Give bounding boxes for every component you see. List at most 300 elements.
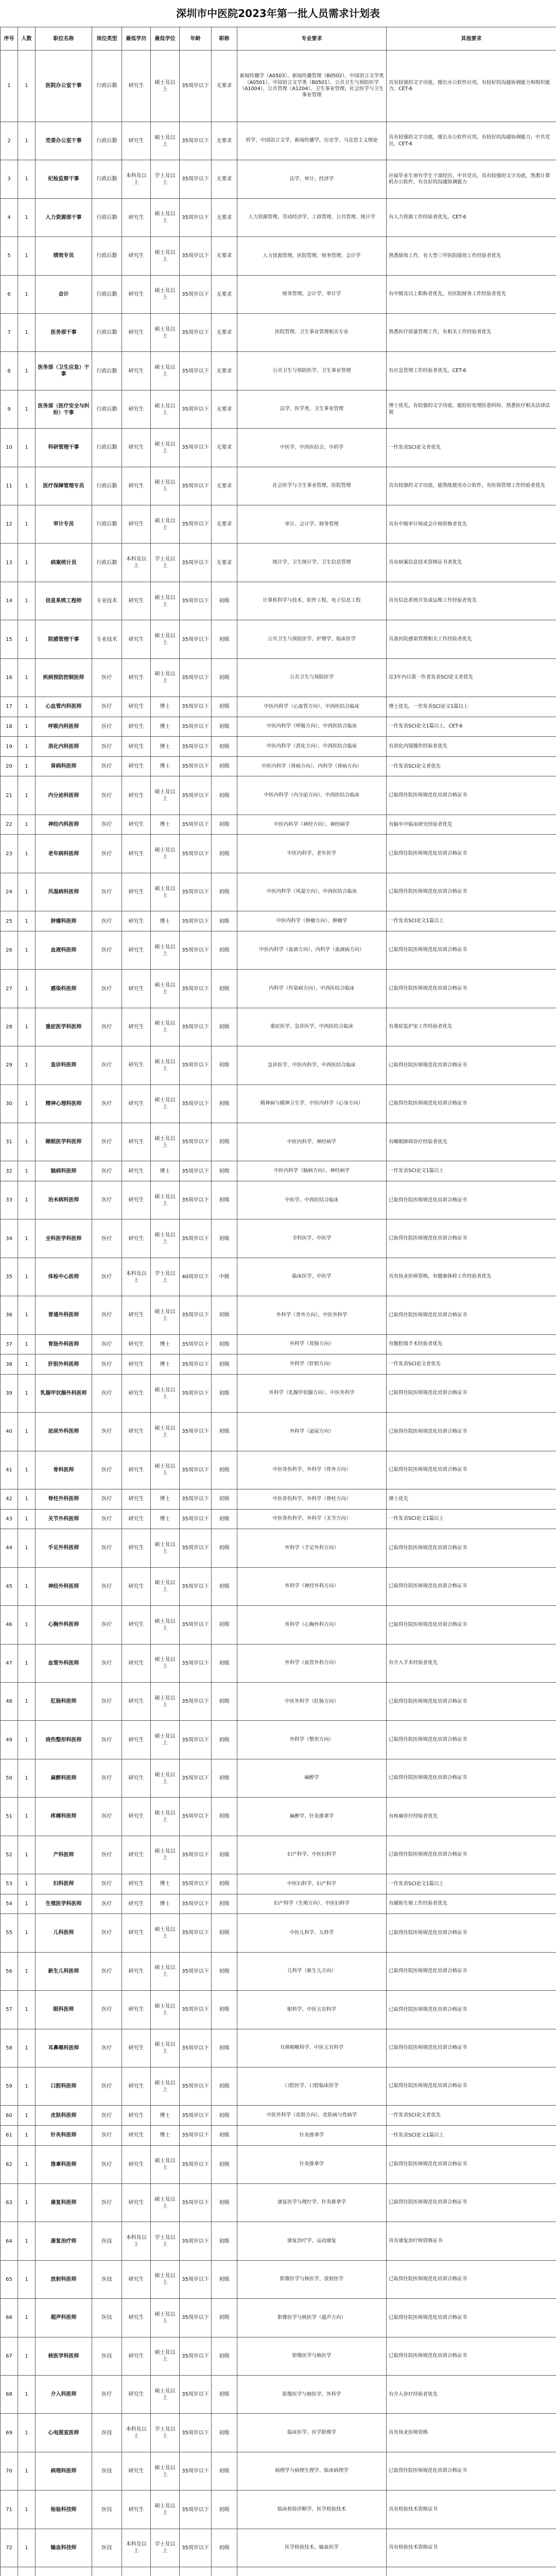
cell-position: 治未病科医师	[36, 1181, 92, 1219]
cell-major: 中医儿科学、儿科学	[237, 1914, 387, 1952]
cell-age: 35周岁以下	[180, 2125, 212, 2145]
table-row	[1, 2567, 556, 2576]
cell-position: 全科医学科医师	[36, 1219, 92, 1258]
cell-title-level: 初级	[212, 1529, 237, 1567]
cell-index: 30	[1, 1084, 18, 1123]
cell-count: 1	[18, 544, 36, 582]
cell-age: 35周岁以下	[180, 1894, 212, 1914]
cell-other: 有介入诊疗经验者优先	[387, 2376, 556, 2414]
cell-index: 41	[1, 1451, 18, 1489]
cell-type: 医疗	[92, 1258, 122, 1296]
cell-type: 专业技术	[92, 620, 122, 658]
cell-other: 已取得住院医师规范化培训合格证书	[387, 2029, 556, 2067]
table-row	[1, 1046, 556, 1084]
cell-major: 外科学（肝胆方向）	[237, 1354, 387, 1375]
cell-index: 21	[1, 776, 18, 815]
cell-degree: 硕士及以上	[151, 1451, 180, 1489]
cell-degree: 硕士及以上	[151, 873, 180, 911]
cell-index: 24	[1, 873, 18, 911]
cell-age: 35周岁以下	[180, 2376, 212, 2414]
cell-major: 计算机科学与技术、软件工程、电子信息工程	[237, 582, 387, 620]
cell-index: 28	[1, 1008, 18, 1046]
cell-degree: 硕士及以上	[151, 776, 180, 815]
cell-age: 35周岁以下	[180, 1181, 212, 1219]
cell-title-level: 无要求	[212, 467, 237, 505]
cell-count: 1	[18, 198, 36, 236]
cell-count: 1	[18, 2529, 36, 2567]
cell-other: 已取得住院医师规范化培训合格证书	[387, 1181, 556, 1219]
cell-title-level: 初级	[212, 620, 237, 658]
cell-index: 46	[1, 1606, 18, 1644]
cell-major: 急诊医学、中医内科学、中西医结合临床	[237, 1046, 387, 1084]
cell-title-level: 初级	[212, 1334, 237, 1354]
cell-education: 研究生	[122, 873, 151, 911]
table-row	[1, 1721, 556, 1759]
table-row	[1, 2490, 556, 2529]
cell-type: 行政后勤	[92, 429, 122, 467]
cell-title-level: 初级	[212, 1759, 237, 1797]
cell-other: 已取得住院医师规范化培训合格证书	[387, 2145, 556, 2183]
cell-type: 医技	[92, 2490, 122, 2529]
cell-index: 22	[1, 815, 18, 835]
cell-education: 研究生	[122, 2490, 151, 2529]
cell-position: 眼科医师	[36, 1991, 92, 2029]
col-header-education: 最低学历	[122, 27, 151, 50]
cell-index: 51	[1, 1798, 18, 1836]
cell-type: 行政后勤	[92, 467, 122, 505]
cell-age: 35周岁以下	[180, 658, 212, 697]
cell-position: 病案统计员	[36, 544, 92, 582]
cell-age: 35周岁以下	[180, 2145, 212, 2183]
cell-count: 1	[18, 1296, 36, 1334]
cell-index: 43	[1, 1509, 18, 1529]
cell-degree: 硕士及以上	[151, 1008, 180, 1046]
cell-title-level: 初级	[212, 2376, 237, 2414]
cell-title-level: 初级	[212, 1123, 237, 1161]
cell-education	[122, 2567, 151, 2576]
cell-position: 新生儿科医师	[36, 1952, 92, 1990]
cell-degree: 硕士及以上	[151, 1991, 180, 2029]
cell-degree: 博士	[151, 815, 180, 835]
table-row	[1, 1374, 556, 1412]
cell-age: 35周岁以下	[180, 1606, 212, 1644]
cell-education: 研究生	[122, 1334, 151, 1354]
cell-count: 1	[18, 911, 36, 931]
cell-education: 研究生	[122, 1914, 151, 1952]
table-row	[1, 1759, 556, 1797]
cell-count: 1	[18, 2337, 36, 2375]
cell-degree: 学士及以上	[151, 2529, 180, 2567]
cell-other: 具备医院感染管理相关工作经验者优先	[387, 620, 556, 658]
cell-major: 中医内科学、老年医学	[237, 835, 387, 873]
cell-education: 研究生	[122, 2337, 151, 2375]
cell-title-level: 无要求	[212, 198, 237, 236]
cell-title-level: 无要求	[212, 505, 237, 544]
cell-count: 1	[18, 1334, 36, 1354]
cell-position: 呼吸内科医师	[36, 717, 92, 737]
table-row	[1, 1644, 556, 1682]
cell-type: 医技	[92, 2222, 122, 2260]
cell-age: 35周岁以下	[180, 2452, 212, 2490]
cell-education: 研究生	[122, 737, 151, 757]
cell-position: 神经内科医师	[36, 815, 92, 835]
cell-major: 财务管理、会计学、审计学	[237, 275, 387, 313]
cell-position: 疾病预防控制医师	[36, 658, 92, 697]
cell-degree: 博士	[151, 1354, 180, 1375]
table-row	[1, 1219, 556, 1258]
cell-major: 眼科学、中医五官科学	[237, 1991, 387, 2029]
cell-education: 研究生	[122, 1759, 151, 1797]
cell-title-level: 初级	[212, 658, 237, 697]
cell-type: 医疗	[92, 1759, 122, 1797]
cell-title-level: 初级	[212, 835, 237, 873]
cell-major: 外科学（乳腺甲状腺方向）、中医外科学	[237, 1374, 387, 1412]
cell-major: 外科学（血管外科方向）	[237, 1644, 387, 1682]
cell-other	[387, 2567, 556, 2576]
cell-education: 本科及以上	[122, 1258, 151, 1296]
cell-count: 1	[18, 1509, 36, 1529]
cell-degree: 硕士及以上	[151, 50, 180, 122]
cell-position: 睡眠医学科医师	[36, 1123, 92, 1161]
cell-education: 研究生	[122, 275, 151, 313]
cell-education: 研究生	[122, 198, 151, 236]
cell-position: 医院办公室干事	[36, 50, 92, 122]
cell-degree: 学士及以上	[151, 2414, 180, 2452]
cell-position	[36, 2567, 92, 2576]
cell-index: 40	[1, 1413, 18, 1451]
cell-position: 核医学科医师	[36, 2337, 92, 2375]
cell-age: 35周岁以下	[180, 1354, 212, 1375]
cell-position: 针灸科医师	[36, 2125, 92, 2145]
cell-index: 67	[1, 2337, 18, 2375]
cell-degree: 硕士及以上	[151, 1682, 180, 1720]
cell-education: 研究生	[122, 1644, 151, 1682]
cell-count: 1	[18, 1914, 36, 1952]
col-header-type: 岗位类型	[92, 27, 122, 50]
cell-type: 医疗	[92, 1413, 122, 1451]
cell-degree: 硕士及以上	[151, 2376, 180, 2414]
cell-major: 中医内科学（内分泌方向）、中西医结合临床	[237, 776, 387, 815]
cell-type: 行政后勤	[92, 198, 122, 236]
cell-index: 16	[1, 658, 18, 697]
cell-education: 研究生	[122, 2452, 151, 2490]
cell-major: 临床医学、医学影像学	[237, 2414, 387, 2452]
cell-age: 35周岁以下	[180, 873, 212, 911]
cell-education: 研究生	[122, 1567, 151, 1605]
cell-index: 11	[1, 467, 18, 505]
cell-degree: 硕士及以上	[151, 970, 180, 1008]
cell-major: 中医学、中西医结合、中药学	[237, 429, 387, 467]
cell-age: 35周岁以下	[180, 160, 212, 198]
cell-degree: 硕士及以上	[151, 2067, 180, 2105]
cell-age: 35周岁以下	[180, 1759, 212, 1797]
cell-count: 1	[18, 582, 36, 620]
cell-count: 1	[18, 429, 36, 467]
table-row	[1, 160, 556, 198]
cell-type: 医疗	[92, 1894, 122, 1914]
cell-position: 耳鼻喉科医师	[36, 2029, 92, 2067]
table-row	[1, 1296, 556, 1334]
cell-age: 35周岁以下	[180, 2337, 212, 2375]
table-row	[1, 467, 556, 505]
cell-title-level: 无要求	[212, 275, 237, 313]
cell-other: 已取得住院医师规范化培训合格证书	[387, 835, 556, 873]
cell-degree: 硕士及以上	[151, 390, 180, 428]
cell-major: 外科学（胃肠方向）	[237, 1334, 387, 1354]
table-row	[1, 658, 556, 697]
cell-other: 已取得住院医师规范化培训合格证书	[387, 1084, 556, 1123]
cell-index: 57	[1, 1991, 18, 2029]
cell-other: 熟悉医疗质量管理工作，有相关工作经验者优先	[387, 313, 556, 351]
cell-index: 54	[1, 1894, 18, 1914]
cell-other: 已取得住院医师规范化培训合格证书	[387, 1296, 556, 1334]
cell-major: 中医骨伤科学、外科学（关节方向）	[237, 1509, 387, 1529]
cell-major: 中医外科学（肛肠方向）	[237, 1682, 387, 1720]
cell-other: 已取得住院医师规范化培训合格证书	[387, 873, 556, 911]
cell-major: 针灸推拿学	[237, 2145, 387, 2183]
cell-type: 医疗	[92, 1084, 122, 1123]
cell-major: 人力资源管理、劳动经济学、工商管理、公共管理、统计学	[237, 198, 387, 236]
cell-type: 医疗	[92, 1451, 122, 1489]
cell-index: 47	[1, 1644, 18, 1682]
cell-age: 35周岁以下	[180, 275, 212, 313]
cell-count: 1	[18, 658, 36, 697]
cell-position: 心胸外科医师	[36, 1606, 92, 1644]
table-row	[1, 1451, 556, 1489]
cell-degree: 博士	[151, 1161, 180, 1181]
cell-title-level: 初级	[212, 1413, 237, 1451]
cell-type: 医疗	[92, 1874, 122, 1894]
cell-major: 公共卫生与预防医学	[237, 658, 387, 697]
cell-other: 一作发表SCI论文者优先	[387, 756, 556, 776]
cell-index	[1, 2567, 18, 2576]
cell-count: 1	[18, 1489, 36, 1510]
cell-other: 有睡眠障碍诊疗经验者优先	[387, 1123, 556, 1161]
cell-degree: 硕士及以上	[151, 2452, 180, 2490]
cell-major: 妇产科学、中医妇科学	[237, 1836, 387, 1874]
cell-index: 8	[1, 352, 18, 390]
cell-position: 皮肤科医师	[36, 2106, 92, 2126]
cell-degree: 硕士及以上	[151, 1567, 180, 1605]
cell-type: 医疗	[92, 1374, 122, 1412]
cell-major: 影像医学与核医学、放射医学	[237, 2260, 387, 2298]
cell-other: 一作发表SCI论文1篇以上，CET-6	[387, 717, 556, 737]
cell-position: 绩效专员	[36, 237, 92, 275]
cell-degree: 硕士及以上	[151, 1123, 180, 1161]
cell-position: 康复科医师	[36, 2183, 92, 2222]
cell-major: 病理学与病理生理学、临床病理学	[237, 2452, 387, 2490]
table-row	[1, 505, 556, 544]
cell-degree: 硕士及以上	[151, 1914, 180, 1952]
cell-education: 研究生	[122, 122, 151, 160]
cell-age: 35周岁以下	[180, 2106, 212, 2126]
cell-position: 血管外科医师	[36, 1644, 92, 1682]
cell-title-level: 初级	[212, 1914, 237, 1952]
cell-count: 1	[18, 1354, 36, 1375]
cell-major: 中医内科学、神经病学	[237, 1123, 387, 1161]
cell-degree: 硕士及以上	[151, 1836, 180, 1874]
cell-education: 研究生	[122, 815, 151, 835]
table-row	[1, 582, 556, 620]
cell-type	[92, 2567, 122, 2576]
cell-other: 有人力资源工作经验者优先，CET-6	[387, 198, 556, 236]
cell-other: 具有较强的文字功底，擅长办公软件应用，有较好的沟通协调能力和组织能力，CET-6	[387, 50, 556, 122]
cell-other: 已取得住院医师规范化培训合格证书	[387, 931, 556, 969]
cell-other: 一作发表SCI论文1篇以上	[387, 1161, 556, 1181]
cell-title-level: 初级	[212, 776, 237, 815]
cell-other: 熟悉绩效工作，有大型三甲医院绩效工作经验者优先	[387, 237, 556, 275]
cell-age: 35周岁以下	[180, 776, 212, 815]
cell-title-level: 初级	[212, 1721, 237, 1759]
cell-type: 医疗	[92, 873, 122, 911]
table-row	[1, 1161, 556, 1181]
table-row	[1, 1952, 556, 1990]
cell-index: 36	[1, 1296, 18, 1334]
cell-education: 研究生	[122, 582, 151, 620]
cell-education: 研究生	[122, 1046, 151, 1084]
cell-major: 中医外科学（皮肤方向）、皮肤病与性病学	[237, 2106, 387, 2126]
cell-count: 1	[18, 1606, 36, 1644]
cell-position: 放射科医师	[36, 2260, 92, 2298]
cell-position: 重症医学科医师	[36, 1008, 92, 1046]
table-row	[1, 2452, 556, 2490]
cell-position: 口腔科医师	[36, 2067, 92, 2105]
cell-position: 心电图室医师	[36, 2414, 92, 2452]
cell-title-level: 无要求	[212, 50, 237, 122]
cell-count: 1	[18, 1759, 36, 1797]
table-row	[1, 2145, 556, 2183]
cell-title-level: 初级	[212, 1991, 237, 2029]
cell-education: 研究生	[122, 2145, 151, 2183]
cell-index: 49	[1, 1721, 18, 1759]
cell-index: 32	[1, 1161, 18, 1181]
col-header-major: 专业要求	[237, 27, 387, 50]
cell-major: 内科学（传染病方向）、中西医结合临床	[237, 970, 387, 1008]
cell-major: 临床检验诊断学、医学检验技术	[237, 2490, 387, 2529]
cell-degree: 博士	[151, 1334, 180, 1354]
table-row	[1, 2067, 556, 2105]
cell-other: 已取得住院医师规范化培训合格证书	[387, 1991, 556, 2029]
cell-count: 1	[18, 620, 36, 658]
cell-major: 临床医学、中医学	[237, 1258, 387, 1296]
cell-major	[237, 2567, 387, 2576]
cell-count: 1	[18, 390, 36, 428]
cell-education: 研究生	[122, 1374, 151, 1412]
table-row	[1, 544, 556, 582]
cell-age: 35周岁以下	[180, 2260, 212, 2298]
col-header-count: 人数	[18, 27, 36, 50]
table-row	[1, 1567, 556, 1605]
table-row	[1, 620, 556, 658]
table-row	[1, 2106, 556, 2126]
cell-title-level: 初级	[212, 873, 237, 911]
cell-education: 研究生	[122, 1123, 151, 1161]
cell-type: 医技	[92, 2452, 122, 2490]
cell-count: 1	[18, 1258, 36, 1296]
cell-education: 研究生	[122, 1952, 151, 1990]
cell-education: 研究生	[122, 1991, 151, 2029]
cell-type: 医疗	[92, 2183, 122, 2222]
cell-type: 医疗	[92, 1682, 122, 1720]
col-header-position: 职位名称	[36, 27, 92, 50]
table-row	[1, 198, 556, 236]
table-row	[1, 352, 556, 390]
cell-education: 研究生	[122, 2067, 151, 2105]
table-row	[1, 776, 556, 815]
cell-degree: 硕士及以上	[151, 313, 180, 351]
cell-count: 1	[18, 1567, 36, 1605]
cell-title-level	[212, 2567, 237, 2576]
cell-type: 医技	[92, 2337, 122, 2375]
cell-count: 1	[18, 1952, 36, 1990]
cell-degree: 博士	[151, 717, 180, 737]
cell-major: 中医内科学（风湿方向）、中西医结合临床	[237, 873, 387, 911]
cell-count: 1	[18, 2183, 36, 2222]
cell-age: 35周岁以下	[180, 931, 212, 969]
cell-age: 35周岁以下	[180, 1682, 212, 1720]
cell-type: 医疗	[92, 1836, 122, 1874]
cell-position: 烧伤整形科医师	[36, 1721, 92, 1759]
cell-position: 风湿病科医师	[36, 873, 92, 911]
cell-position: 脊柱外科医师	[36, 1489, 92, 1510]
cell-index: 14	[1, 582, 18, 620]
cell-index: 70	[1, 2452, 18, 2490]
cell-other: 已取得住院医师规范化培训合格证书	[387, 2183, 556, 2222]
cell-age: 35周岁以下	[180, 467, 212, 505]
cell-age: 35周岁以下	[180, 1451, 212, 1489]
cell-position: 生殖医学科医师	[36, 1894, 92, 1914]
cell-education: 研究生	[122, 970, 151, 1008]
cell-position: 妇科医师	[36, 1874, 92, 1894]
cell-other: 具有信息系统开发或运维工作经验者优先	[387, 582, 556, 620]
cell-type: 医疗	[92, 1798, 122, 1836]
cell-other: 已取得住院医师规范化培训合格证书	[387, 1759, 556, 1797]
cell-major: 儿科学（新生儿方向）	[237, 1952, 387, 1990]
cell-position: 信息系统工程师	[36, 582, 92, 620]
cell-degree: 硕士及以上	[151, 2490, 180, 2529]
cell-education: 研究生	[122, 776, 151, 815]
cell-other: 有应急管理工作经验者优先，CET-6	[387, 352, 556, 390]
cell-count: 1	[18, 2414, 36, 2452]
cell-title-level: 初级	[212, 1644, 237, 1682]
cell-count: 1	[18, 1413, 36, 1451]
table-row	[1, 2299, 556, 2337]
cell-title-level: 初级	[212, 737, 237, 757]
cell-title-level: 初级	[212, 1894, 237, 1914]
cell-other: 具有执业医师资格	[387, 2414, 556, 2452]
cell-index: 56	[1, 1952, 18, 1990]
cell-index: 23	[1, 835, 18, 873]
cell-position: 疼痛科医师	[36, 1798, 92, 1836]
cell-major: 中医学、中西医结合临床	[237, 1181, 387, 1219]
cell-age: 35周岁以下	[180, 2222, 212, 2260]
cell-degree: 硕士及以上	[151, 429, 180, 467]
cell-other: 已取得住院医师规范化培训合格证书	[387, 1374, 556, 1412]
cell-other: 已取得住院医师规范化培训合格证书	[387, 2260, 556, 2298]
cell-type: 行政后勤	[92, 505, 122, 544]
cell-title-level: 初级	[212, 1374, 237, 1412]
cell-count: 1	[18, 1161, 36, 1181]
page-title: 深圳市中医院2023年第一批人员需求计划表	[176, 7, 380, 20]
cell-type: 行政后勤	[92, 50, 122, 122]
cell-major: 口腔医学、口腔临床医学	[237, 2067, 387, 2105]
cell-position: 医疗保障管理专员	[36, 467, 92, 505]
col-header-degree: 最低学位	[151, 27, 180, 50]
cell-title-level: 初级	[212, 2529, 237, 2567]
cell-major: 审计、会计学、财务管理	[237, 505, 387, 544]
cell-degree: 硕士及以上	[151, 122, 180, 160]
cell-degree: 学士及以上	[151, 544, 180, 582]
